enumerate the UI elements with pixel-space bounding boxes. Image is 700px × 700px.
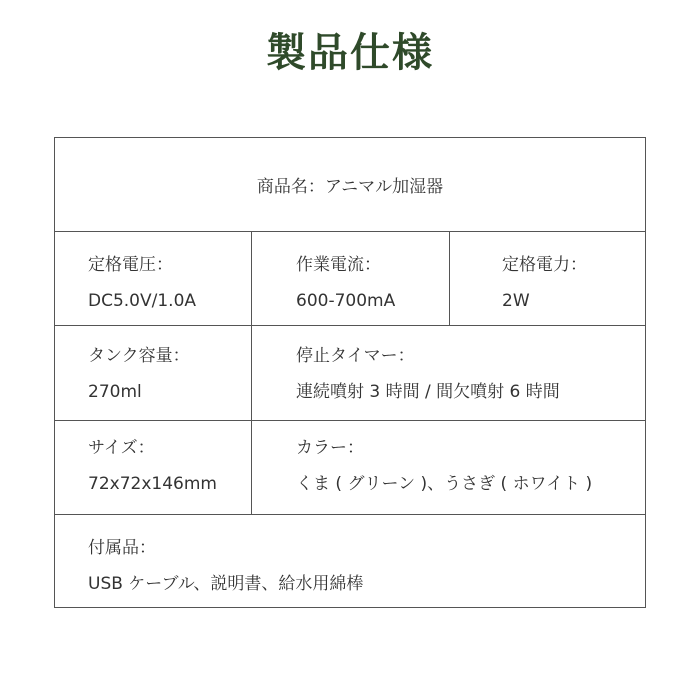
spec-value: 72x72x146mm xyxy=(88,474,217,494)
row-divider xyxy=(55,231,645,232)
spec-label: 定格電力： xyxy=(502,255,587,275)
spec-value: 連続噴射 3 時間 / 間欠噴射 6 時間 xyxy=(296,382,560,402)
product-name: 商品名：アニマル加湿器 xyxy=(256,177,444,197)
row-divider xyxy=(55,514,645,515)
spec-value: 600-700mA xyxy=(296,291,396,311)
spec-value: 270ml xyxy=(88,382,142,402)
spec-color xyxy=(296,436,592,496)
spec-tank-capacity xyxy=(88,344,190,404)
spec-accessories xyxy=(88,536,363,596)
spec-label: 作業電流： xyxy=(296,255,381,275)
column-divider xyxy=(449,231,450,325)
spec-label: サイズ： xyxy=(88,438,155,458)
spec-value: くま ( グリーン )、うさぎ ( ホワイト ) xyxy=(296,474,593,494)
row-divider xyxy=(55,420,645,421)
spec-value: DC5.0V/1.0A xyxy=(88,291,197,311)
row-divider xyxy=(55,325,645,326)
spec-rated-voltage xyxy=(88,253,196,313)
spec-label: 付属品： xyxy=(88,538,156,558)
spec-label: タンク容量： xyxy=(88,346,190,366)
spec-value: USB ケーブル、説明書、給水用綿棒 xyxy=(88,574,364,594)
spec-value: 2W xyxy=(502,291,530,311)
spec-size xyxy=(88,436,217,496)
page-title: 製品仕様 xyxy=(266,30,434,76)
spec-working-current xyxy=(296,253,395,313)
spec-label: 停止タイマー： xyxy=(296,346,415,366)
spec-label: カラー： xyxy=(296,438,364,458)
spec-table xyxy=(54,137,646,608)
spec-rated-power xyxy=(502,253,587,313)
column-divider xyxy=(251,231,252,514)
spec-label: 定格電圧： xyxy=(88,255,173,275)
spec-stop-timer xyxy=(296,344,560,404)
